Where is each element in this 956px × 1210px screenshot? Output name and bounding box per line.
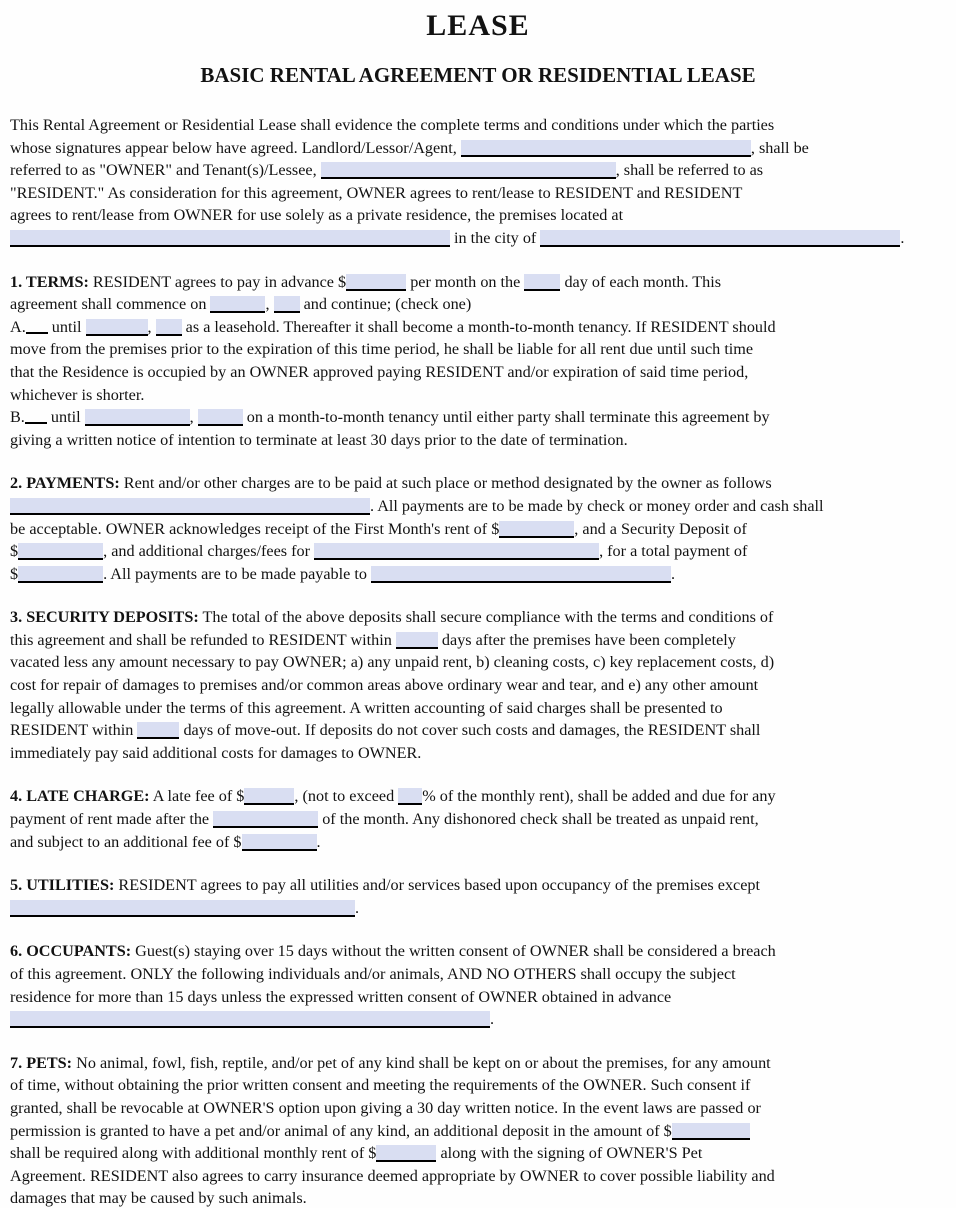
text-run: . — [900, 228, 905, 247]
text-run: % of the monthly rent), shall be added and due for any — [422, 787, 776, 806]
text-run: payment of rent made after the — [10, 810, 214, 829]
text-line — [10, 606, 946, 629]
text-line — [10, 831, 946, 854]
section-heading: 6. OCCUPANTS: — [10, 942, 132, 961]
text-run: , (not to exceed — [294, 787, 399, 806]
text-run: immediately pay said additional costs for damages to OWNER. — [10, 743, 422, 762]
text-run: until — [47, 317, 86, 336]
blank-field[interactable] — [398, 788, 422, 805]
text-line — [10, 518, 946, 541]
text-line — [10, 137, 946, 160]
text-run: RESIDENT agrees to pay all utilities and/or services based upon occupancy of the premises except — [114, 876, 761, 895]
blank-field[interactable] — [10, 900, 355, 917]
text-run: in the city of — [450, 228, 541, 247]
section-intro — [10, 114, 946, 250]
blank-field[interactable] — [210, 296, 265, 313]
text-run: , — [147, 317, 156, 336]
text-line — [10, 361, 946, 384]
text-line — [10, 316, 946, 339]
text-run: A. — [10, 317, 26, 336]
section-terms — [10, 271, 946, 452]
text-run: whichever is shorter. — [10, 385, 145, 404]
text-run: , — [265, 295, 274, 314]
text-run: RESIDENT agrees to pay in advance $ — [88, 272, 347, 291]
blank-field[interactable] — [396, 632, 438, 649]
section-heading: 4. LATE CHARGE: — [10, 787, 150, 806]
text-line — [10, 874, 946, 897]
section-occupants — [10, 940, 946, 1030]
text-run: as a leasehold. Thereafter it shall become a month-to-month tenancy. If RESIDENT should — [181, 317, 776, 336]
text-run: along with the signing of OWNER'S Pet — [436, 1144, 703, 1163]
text-run: Rent and/or other charges are to be paid at such place or method designated by the owner as follows — [119, 474, 772, 493]
blank-field[interactable] — [156, 319, 182, 336]
blank-field[interactable] — [213, 811, 318, 828]
text-line — [10, 940, 946, 963]
section-heading: 2. PAYMENTS: — [10, 474, 120, 493]
section-heading: 5. UTILITIES: — [10, 876, 115, 895]
section-payments — [10, 472, 946, 585]
blank-field[interactable] — [321, 162, 616, 179]
section-pets — [10, 1052, 946, 1210]
text-line — [10, 785, 946, 808]
text-line — [10, 986, 946, 1009]
blank-field[interactable] — [376, 1145, 436, 1162]
blank-field[interactable] — [198, 409, 243, 426]
blank-field[interactable] — [371, 566, 671, 583]
blank-field[interactable] — [244, 788, 294, 805]
text-run: The total of the above deposits shall secure compliance with the terms and conditions of — [198, 608, 774, 627]
text-line — [10, 1008, 946, 1031]
blank-field[interactable] — [346, 274, 406, 291]
text-run: residence for more than 15 days unless the expressed written consent of OWNER obtained in advance — [10, 987, 672, 1006]
text-line — [10, 1097, 946, 1120]
blank-field[interactable] — [18, 543, 103, 560]
page-title: LEASE — [426, 9, 530, 42]
text-line — [10, 808, 946, 831]
blank-field[interactable] — [461, 140, 751, 157]
text-run: , and a Security Deposit of — [574, 519, 747, 538]
blank-field[interactable] — [540, 230, 900, 247]
text-run: permission is granted to have a pet and/or animal of any kind, an additional deposit in the amount of $ — [10, 1121, 672, 1140]
text-line — [10, 719, 946, 742]
text-run: , shall be — [750, 138, 809, 157]
text-line — [10, 182, 946, 205]
text-line — [10, 742, 946, 765]
text-line — [10, 1165, 946, 1188]
text-line — [10, 697, 946, 720]
text-run: and subject to an additional fee of $ — [10, 832, 242, 851]
text-line — [10, 384, 946, 407]
blank-field[interactable] — [10, 498, 370, 515]
text-line — [10, 1052, 946, 1075]
text-run: granted, shall be revocable at OWNER'S option upon giving a 30 day written notice. In the event laws are passed or — [10, 1098, 761, 1117]
text-run: cost for repair of damages to premises and/or common areas above ordinary wear and tear, and e) any other amount — [10, 676, 759, 695]
blank-field[interactable] — [10, 1011, 490, 1028]
text-line — [10, 1120, 946, 1143]
blank-field[interactable] — [10, 230, 450, 247]
text-run: B. — [10, 408, 25, 427]
text-run: shall be required along with additional monthly rent of $ — [10, 1144, 377, 1163]
text-run: . All payments are to be made by check or money order and cash shall — [370, 496, 824, 515]
text-line — [10, 1187, 946, 1210]
text-run: Agreement. RESIDENT also agrees to carry insurance deemed appropriate by OWNER to cover possible liability and — [10, 1166, 775, 1185]
text-line — [10, 629, 946, 652]
text-line — [10, 495, 946, 518]
text-run: , — [189, 408, 198, 427]
text-run: Guest(s) staying over 15 days without the written consent of OWNER shall be considered a breach — [131, 942, 776, 961]
text-run: This Rental Agreement or Residential Lease shall evidence the complete terms and conditions under which the parties — [10, 116, 775, 134]
text-run: days after the premises have been completely — [437, 630, 736, 649]
text-run: , shall be referred to as — [615, 161, 764, 180]
text-run: on a month-to-month tenancy until either party shall terminate this agreement by — [242, 408, 770, 427]
text-run: damages that may be caused by such animals. — [10, 1189, 307, 1208]
text-line — [10, 674, 946, 697]
text-line — [10, 963, 946, 986]
text-line — [10, 204, 946, 227]
text-run: giving a written notice of intention to terminate at least 30 days prior to the date of termination. — [10, 430, 628, 449]
text-run: that the Residence is occupied by an OWNER approved paying RESIDENT and/or expiration of said time period, — [10, 362, 749, 381]
blank-field[interactable] — [137, 722, 179, 739]
text-run: referred to as "OWNER" and Tenant(s)/Lessee, — [10, 161, 321, 180]
text-line — [10, 406, 946, 429]
text-run: No animal, fowl, fish, reptile, and/or pet of any kind shall be kept on or about the premises, for any amount — [72, 1053, 771, 1072]
text-run: and continue; (check one) — [299, 295, 472, 314]
text-run: of this agreement. ONLY the following individuals and/or animals, AND NO OTHERS shall occupy the subject — [10, 965, 736, 983]
blank-field[interactable] — [86, 319, 148, 336]
text-run: of the month. Any dishonored check shall be treated as unpaid rent, — [318, 810, 759, 829]
section-heading: 7. PETS: — [10, 1053, 73, 1072]
section-heading: 1. TERMS: — [10, 272, 89, 291]
text-run: whose signatures appear below have agreed. Landlord/Lessor/Agent, — [10, 138, 461, 157]
section-late-charge — [10, 785, 946, 853]
text-run: days of move-out. If deposits do not cover such costs and damages, the RESIDENT shall — [179, 721, 761, 740]
text-run: day of each month. This — [560, 272, 722, 291]
text-run: . All payments are to be made payable to — [103, 564, 372, 583]
text-run: $ — [10, 564, 19, 583]
text-run: agreement shall commence on — [10, 295, 211, 314]
text-run: be acceptable. OWNER acknowledges receipt of the First Month's rent of $ — [10, 519, 500, 538]
blank-field[interactable] — [499, 521, 574, 538]
text-run: vacated less any amount necessary to pay OWNER; a) any unpaid rent, b) cleaning costs, c) key replacement costs, d) — [10, 653, 775, 672]
blank-field[interactable] — [274, 296, 300, 313]
text-run: "RESIDENT." As consideration for this agreement, OWNER agrees to rent/lease to RESIDENT and RESIDENT — [10, 183, 743, 202]
text-line — [10, 338, 946, 361]
text-run: until — [46, 408, 85, 427]
blank-field[interactable] — [524, 274, 560, 291]
section-security-deposits — [10, 606, 946, 764]
text-run: , for a total payment of — [599, 542, 748, 561]
text-run: of time, without obtaining the prior written consent and meeting the requirements of the OWNER. Such consent if — [10, 1076, 751, 1095]
section-utilities — [10, 874, 946, 919]
text-run: A late fee of $ — [149, 787, 245, 806]
text-run: $ — [10, 542, 19, 561]
blank-field[interactable] — [672, 1123, 750, 1140]
text-line — [10, 540, 946, 563]
text-run: legally allowable under the terms of this agreement. A written accounting of said charges shall be presented to — [10, 698, 723, 717]
text-line — [10, 429, 946, 452]
text-run: agrees to rent/lease from OWNER for use solely as a private residence, the premises located at — [10, 206, 624, 225]
text-run: move from the premises prior to the expiration of this time period, he shall be liable for all rent due until such time — [10, 340, 754, 359]
blank-field[interactable] — [242, 834, 317, 851]
text-run: per month on the — [406, 272, 525, 291]
section-heading: 3. SECURITY DEPOSITS: — [10, 608, 199, 627]
text-line — [10, 472, 946, 495]
text-run: . — [316, 832, 321, 851]
blank-field[interactable] — [18, 566, 103, 583]
text-line — [10, 159, 946, 182]
text-run: . — [490, 1010, 495, 1029]
text-line — [10, 271, 946, 294]
text-line — [10, 293, 946, 316]
text-line — [10, 563, 946, 586]
text-line — [10, 1142, 946, 1165]
text-line — [10, 1074, 946, 1097]
text-run: . — [355, 898, 360, 917]
text-line — [10, 227, 946, 250]
check-option-line[interactable] — [26, 320, 48, 334]
document-body — [10, 114, 946, 1210]
text-run: , and additional charges/fees for — [103, 542, 315, 561]
text-run: this agreement and shall be refunded to RESIDENT within — [10, 630, 396, 649]
text-line — [10, 897, 946, 920]
text-line — [10, 114, 946, 137]
document-subtitle: BASIC RENTAL AGREEMENT OR RESIDENTIAL LEASE — [200, 63, 756, 87]
text-run: RESIDENT within — [10, 721, 138, 740]
blank-field[interactable] — [314, 543, 599, 560]
check-option-line[interactable] — [25, 410, 47, 424]
blank-field[interactable] — [85, 409, 190, 426]
text-line — [10, 651, 946, 674]
text-run: . — [671, 564, 676, 583]
